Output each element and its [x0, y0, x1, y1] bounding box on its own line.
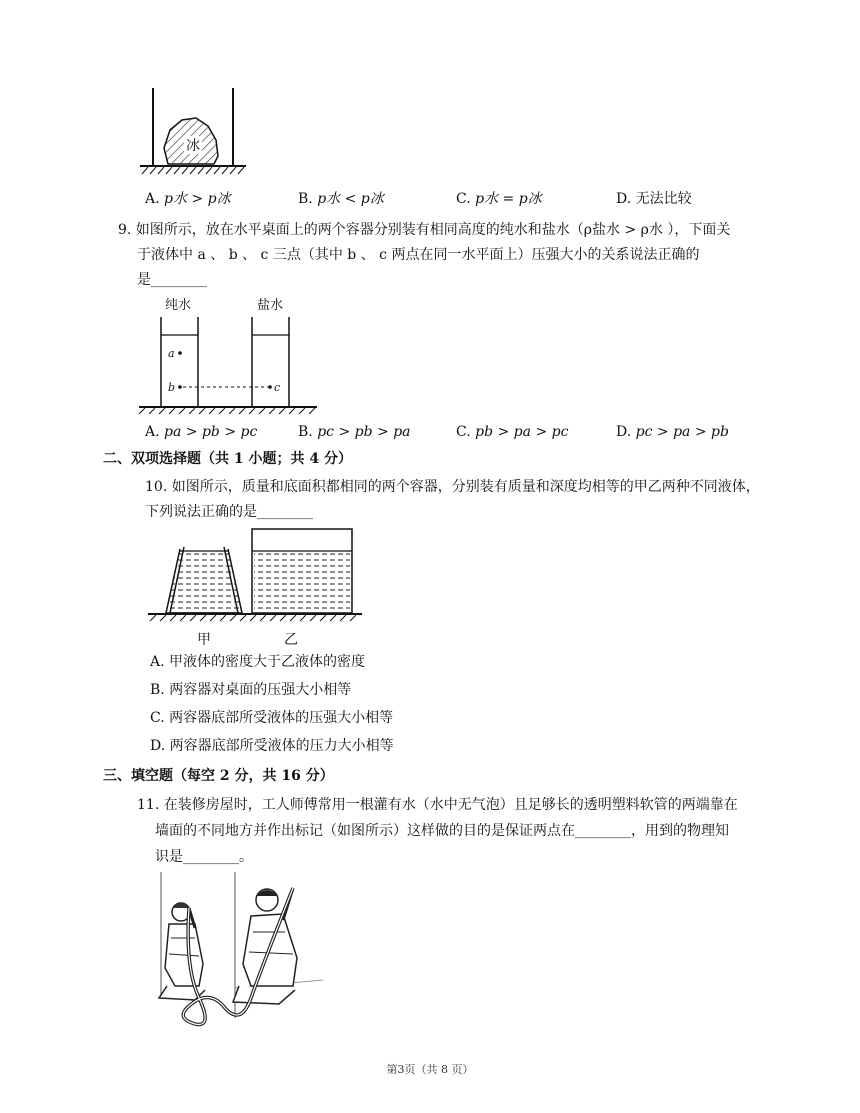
- container-yi-label: 乙: [284, 632, 298, 648]
- q8-option-d[interactable]: D. 无法比较: [616, 191, 692, 207]
- q8-option-c[interactable]: C. p水 = p冰: [456, 191, 542, 207]
- point-c-label: c: [274, 381, 281, 394]
- page-footer: 第3页（共 8 页）: [386, 1063, 474, 1076]
- q10-option-d[interactable]: D. 两容器底部所受液体的压力大小相等: [150, 738, 394, 754]
- q9-stem-line1: 9. 如图所示，放在水平桌面上的两个容器分别装有相同高度的纯水和盐水（ρ盐水 > ρ水 ），下面关: [118, 222, 731, 238]
- section-3-heading: 三、填空题（每空 2 分，共 16 分）: [103, 768, 334, 784]
- pure-water-label: 纯水: [164, 298, 192, 313]
- q11-stem-line3: 识是________。: [155, 849, 253, 865]
- q11-stem-line2: 墙面的不同地方并作出标记（如图所示）这样做的目的是保证两点在________，用到的物理知: [155, 823, 729, 839]
- two-containers-figure: [146, 527, 366, 652]
- q9-option-b[interactable]: B. pc > pb > pa: [298, 424, 411, 440]
- pure-vs-salt-water-figure: [135, 293, 320, 418]
- q9-option-a[interactable]: A. pa > pb > pc: [145, 424, 258, 440]
- container-jia-label: 甲: [197, 632, 211, 648]
- salt-water-label: 盐水: [256, 298, 284, 313]
- q9-option-c[interactable]: C. pb > pa > pc: [456, 424, 569, 440]
- q9-stem-line2: 于液体中 a 、 b 、 c 三点（其中 b 、 c 两点在同一水平面上）压强大小的关系说法正确的: [137, 247, 700, 263]
- q10-option-b[interactable]: B. 两容器对桌面的压强大小相等: [150, 682, 352, 698]
- q10-stem-line1: 10. 如图所示，质量和底面积都相同的两个容器，分别装有质量和深度均相等的甲乙两种不同液体，: [145, 479, 760, 495]
- ice-container-figure: [130, 86, 250, 176]
- q8-option-a[interactable]: A. p水 > p冰: [145, 191, 231, 207]
- workers-with-hose-illustration: [155, 868, 325, 1033]
- q11-stem-line1: 11. 在装修房屋时，工人师傅常用一根灌有水（水中无气泡）且足够长的透明塑料软管的两端靠在: [137, 797, 738, 813]
- q9-option-d[interactable]: D. pc > pa > pb: [616, 424, 729, 440]
- q10-option-c[interactable]: C. 两容器底部所受液体的压强大小相等: [150, 710, 394, 726]
- section-2-heading: 二、双项选择题（共 1 小题；共 4 分）: [103, 451, 352, 467]
- q9-stem-line3: 是________: [137, 272, 207, 288]
- point-a-label: a: [168, 347, 175, 360]
- ice-label: 冰: [186, 138, 200, 154]
- q10-stem-line2: 下列说法正确的是________: [145, 504, 313, 520]
- point-b-label: b: [168, 381, 176, 394]
- q8-option-b[interactable]: B. p水 < p冰: [298, 191, 384, 207]
- q10-option-a[interactable]: A. 甲液体的密度大于乙液体的密度: [150, 654, 366, 670]
